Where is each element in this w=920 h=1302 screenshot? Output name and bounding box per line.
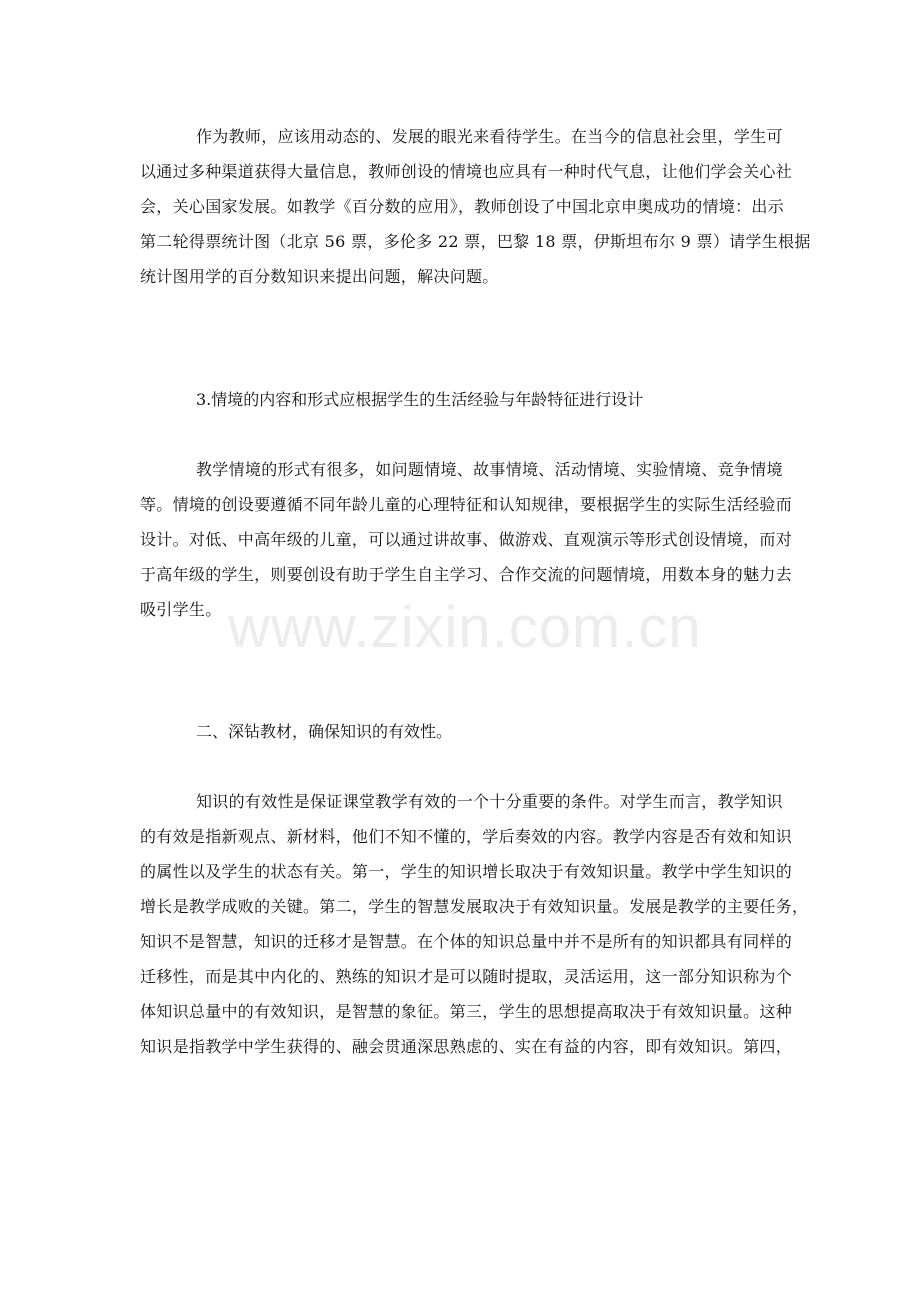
text-line: 吸引学生。 [140,600,222,619]
paragraph-situation-forms [140,452,793,627]
text-line: 于高年级的学生，则要创设有助于学生自主学习、合作交流的问题情境，用数本身的魅力去 [140,565,793,584]
text-line: 作为教师，应该用动态的、发展的眼光来看待学生。在当今的信息社会里，学生可 [196,127,783,146]
text-line: 以通过多种渠道获得大量信息，教师创设的情境也应具有一种时代气息，让他们学会关心社 [140,162,793,181]
text-line: 第二轮得票统计图（北京 56 票，多伦多 22 票，巴黎 18 票，伊斯坦布尔 9 票）请学生根据 [140,232,811,251]
text-line: 教学情境的形式有很多，如问题情境、故事情境、活动情境、实验情境、竞争情境 [196,460,783,479]
text-line: 增长是教学成败的关键。第二，学生的智慧发展取决于有效知识量。发展是教学的主要任务， [140,897,809,916]
text-line: 等。情境的创设要遵循不同年龄儿童的心理特征和认知规律，要根据学生的实际生活经验而 [140,495,793,514]
watermark: www.zixin.com.cn [228,595,702,660]
section-heading-2: 二、深钻教材，确保知识的有效性。 [196,722,453,741]
text-line: 知识不是智慧，知识的迁移才是智慧。在个体的知识总量中并不是所有的知识都具有同样的 [140,932,793,951]
text-line: 体知识总量中的有效知识，是智慧的象征。第三，学生的思想提高取决于有效知识量。这种 [140,1002,793,1021]
text-line: 设计。对低、中高年级的儿童，可以通过讲故事、做游戏、直观演示等形式创设情境，而对 [140,530,793,549]
text-line: 知识是指教学中学生获得的、融会贯通深思熟虑的、实在有益的内容，即有效知识。第四， [140,1037,793,1056]
paragraph-knowledge-effectiveness [140,784,809,1064]
text-line: 的有效是指新观点、新材料，他们不知不懂的，学后奏效的内容。教学内容是否有效和知识 [140,827,793,846]
paragraph-teacher-perspective [140,119,811,294]
text-line: 迁移性，而是其中内化的、熟练的知识才是可以随时提取，灵活运用，这一部分知识称为个 [140,967,793,986]
text-line: 的属性以及学生的状态有关。第一，学生的知识增长取决于有效知识量。教学中学生知识的 [140,862,793,881]
text-line: 知识的有效性是保证课堂教学有效的一个十分重要的条件。对学生而言，教学知识 [196,792,783,811]
text-line: 会，关心国家发展。如教学《百分数的应用》，教师创设了中国北京申奥成功的情境：出示 [140,197,785,216]
text-line: 统计图用学的百分数知识来提出问题，解决问题。 [140,267,499,286]
section-heading-3: 3.情境的内容和形式应根据学生的生活经验与年龄特征进行设计 [196,390,644,409]
